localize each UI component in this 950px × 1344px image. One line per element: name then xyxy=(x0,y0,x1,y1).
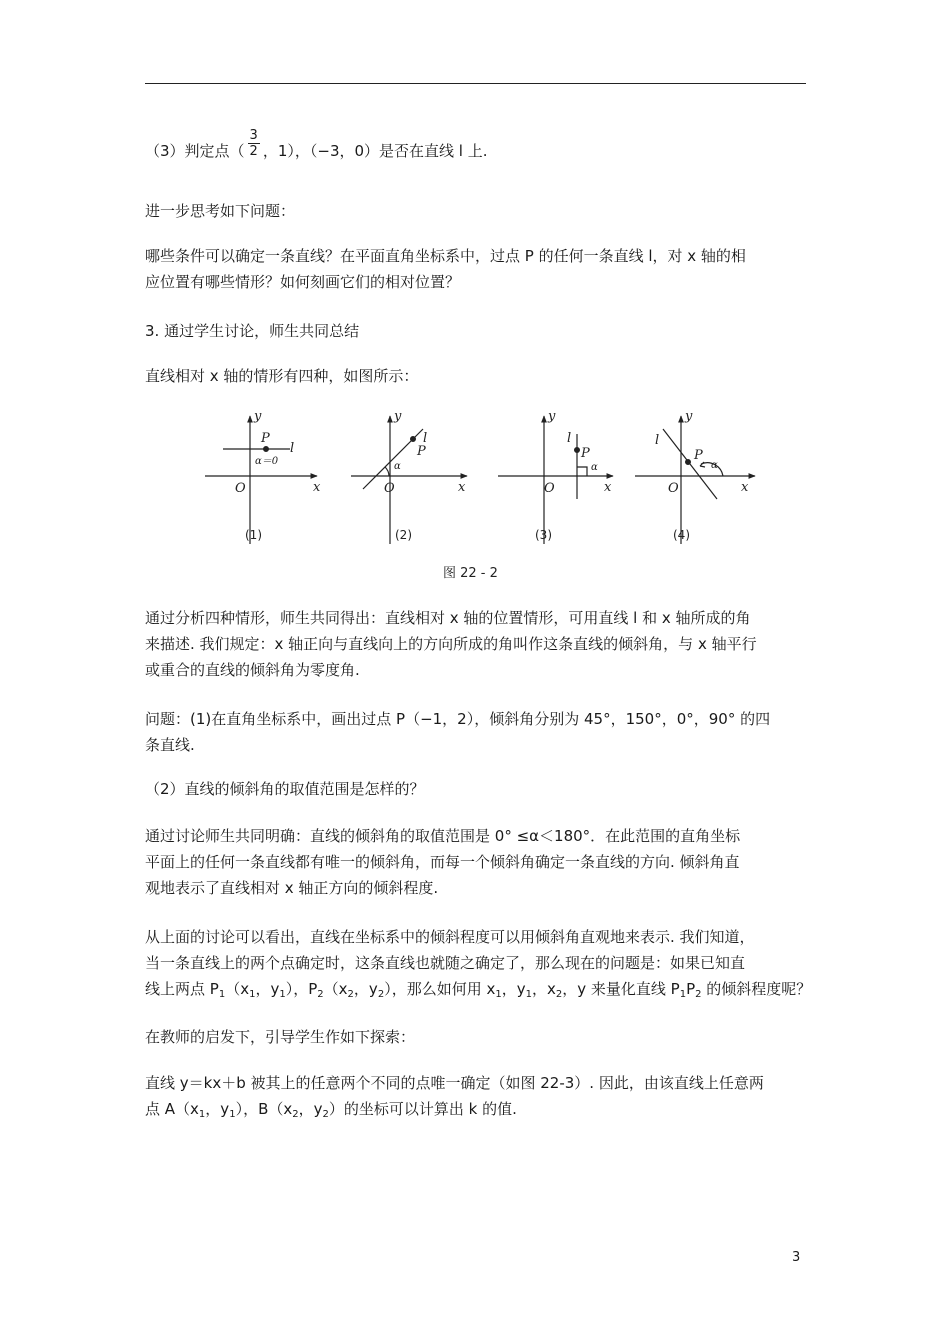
panel-4 xyxy=(635,416,755,544)
x-label-2: x xyxy=(458,480,466,495)
y-label-2: y xyxy=(394,409,402,424)
point-p-1 xyxy=(264,447,269,452)
point-p-2 xyxy=(411,437,416,442)
point-p-3 xyxy=(575,448,580,453)
right-angle-mark-3 xyxy=(577,467,587,476)
angle-arc-2 xyxy=(385,467,389,476)
origin-label-3: O xyxy=(544,481,555,496)
origin-label-4: O xyxy=(668,481,679,496)
x-label-4: x xyxy=(741,480,749,495)
section-heading-3: 3. 通过学生讨论，师生共同总结 xyxy=(145,322,360,340)
zero-angle-label-1: α＝0 xyxy=(255,456,279,467)
paragraph-9-line-2: 平面上的任何一条直线都有唯一的倾斜角，而每一个倾斜角确定一条直线的方向. 倾斜角直 xyxy=(145,853,740,871)
paragraph-2: 进一步思考如下问题： xyxy=(145,202,296,220)
p-label-3: P xyxy=(581,446,590,461)
paragraph-8: （2）直线的倾斜角的取值范围是怎样的？ xyxy=(145,780,425,798)
x-label-3: x xyxy=(604,480,612,495)
paragraph-12-line-1: 直线 y＝kx＋b 被其上的任意两个不同的点唯一确定（如图 22-3）. 因此，由该直线上任意两 xyxy=(145,1074,764,1092)
y-label-4: y xyxy=(685,409,693,424)
panel-label-3: (3) xyxy=(535,528,552,542)
y-label-3: y xyxy=(548,409,556,424)
paragraph-1: （3）判定点（ $\frac{3}{2}$ ，1），（−3，0）是否在直线 l 上. xyxy=(145,128,488,160)
figure-22-2-svg xyxy=(195,404,760,584)
page-number: 3 xyxy=(792,1250,801,1265)
paragraph-10-line-1: 从上面的讨论可以看出，直线在坐标系中的倾斜程度可以用倾斜角直观地来表示. 我们知道， xyxy=(145,928,755,946)
p-label-2: P xyxy=(417,444,426,459)
panel-2 xyxy=(351,416,467,544)
x-label-1: x xyxy=(313,480,321,495)
paragraph-12-line-2: 点 $A(x_1$，$y_1$），$B(x_2$，$y_2$）的坐标可以计算出 k 的值. xyxy=(145,1100,517,1120)
panel-label-4: (4) xyxy=(673,528,690,542)
figure-caption: 图 22 - 2 xyxy=(443,566,498,581)
l-label-1: l xyxy=(290,441,295,456)
l-label-4: l xyxy=(655,433,660,448)
p-label-4: P xyxy=(694,448,703,463)
panel-label-2: (2) xyxy=(395,528,412,542)
angle-label-4: α xyxy=(711,460,718,471)
paragraph-6-line-2: 来描述. 我们规定：x 轴正向与直线向上的方向所成的角叫作这条直线的倾斜角，与 x 轴平行 xyxy=(145,635,757,653)
point-p-4 xyxy=(686,460,691,465)
paragraph-11: 在教师的启发下，引导学生作如下探索： xyxy=(145,1028,416,1046)
paragraph-3-line-2: 应位置有哪些情形？如何刻画它们的相对位置？ xyxy=(145,273,461,291)
p-label-1: P xyxy=(261,431,270,446)
figure-22-2 xyxy=(195,404,760,584)
origin-label-1: O xyxy=(235,481,246,496)
paragraph-7-line-1: 问题：(1)在直角坐标系中，画出过点 P（−1，2），倾斜角分别为 45°，150°，0°，90° 的四 xyxy=(145,710,771,728)
paragraph-6-line-1: 通过分析四种情形，师生共同得出：直线相对 x 轴的位置情形，可用直线 l 和 x 轴所成的角 xyxy=(145,609,751,627)
panel-3 xyxy=(498,416,613,544)
panel-label-1: (1) xyxy=(245,528,262,542)
y-label-1: y xyxy=(254,409,262,424)
angle-label-3: α xyxy=(591,462,598,473)
origin-label-2: O xyxy=(384,481,395,496)
l-label-3: l xyxy=(567,431,572,446)
fraction-three-halves: $\frac{3}{2}$ xyxy=(249,128,258,159)
paragraph-10-line-2: 当一条直线上的两个点确定时，这条直线也就随之确定了，那么现在的问题是：如果已知直 xyxy=(145,954,746,972)
paragraph-9-line-1: 通过讨论师生共同明确：直线的倾斜角的取值范围是 0° ≤α＜180°．在此范围的直角坐标 xyxy=(145,827,741,845)
paragraph-9-line-3: 观地表示了直线相对 x 轴正方向的倾斜程度. xyxy=(145,879,439,897)
angle-label-2: α xyxy=(394,461,401,472)
paragraph-7-line-2: 条直线. xyxy=(145,736,195,754)
paragraph-3-line-1: 哪些条件可以确定一条直线？在平面直角坐标系中，过点 P 的任何一条直线 l，对 x 轴的相 xyxy=(145,247,746,265)
paragraph-6-line-3: 或重合的直线的倾斜角为零度角. xyxy=(145,661,360,679)
paragraph-5: 直线相对 x 轴的情形有四种，如图所示： xyxy=(145,367,419,385)
header-rule xyxy=(145,83,806,84)
paragraph-10-line-3: 线上两点 $P_1(x_1$，$y_1$），$P_2(x_2$，$y_2$），那么如何用 $x_1$，$y_1$，$x_2$，y 来量化直线 $P_1P_2$ 的倾斜程度呢？ xyxy=(145,980,812,1000)
l-label-2: l xyxy=(423,431,428,446)
